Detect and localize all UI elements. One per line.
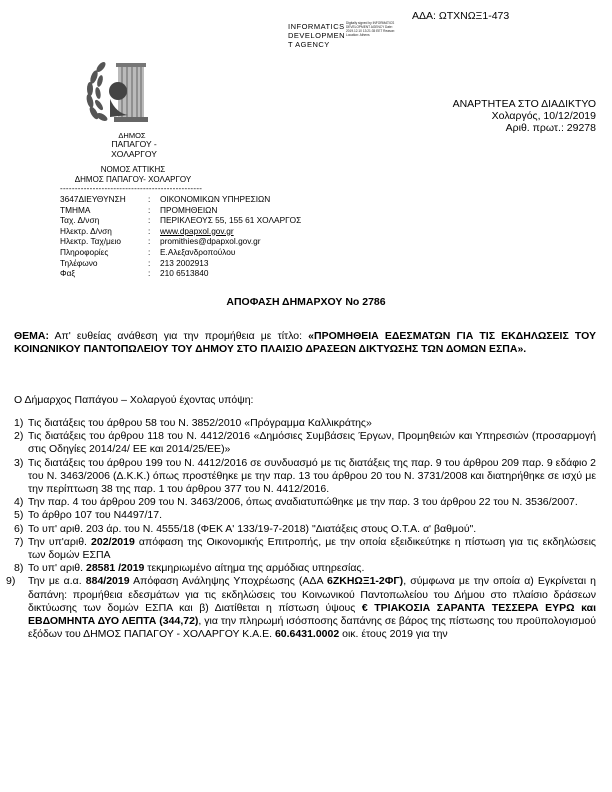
posting-info <box>400 98 596 134</box>
item-number: 8) <box>14 562 24 575</box>
considerations-list <box>6 417 596 641</box>
subject-paragraph <box>14 330 596 356</box>
contact-row: Πληροφορίες : Ε.Αλεξανδροπούλου <box>60 246 236 257</box>
item-number: 9) <box>6 575 16 588</box>
list-item <box>6 575 596 641</box>
item-number: 2) <box>14 430 24 443</box>
signature-line: DEVELOPMEN <box>288 31 346 40</box>
item-number: 1) <box>14 417 24 429</box>
logo-text-municipality: ΠΑΠΑΓΟΥ - ΧΟΛΑΡΓΟΥ <box>111 139 157 159</box>
divider: ------------------------------------------------ <box>60 184 203 193</box>
contact-label: Τηλέφωνο <box>60 257 98 268</box>
contact-row: ΤΜΗΜΑ : ΠΡΟΜΗΘΕΙΩΝ <box>60 204 218 215</box>
signature-line: INFORMATICS <box>288 22 345 31</box>
item-number: 7) <box>14 535 24 548</box>
contact-label: 3647ΔΙΕΥΘΥΝΣΗ <box>60 194 126 204</box>
item-number: 6) <box>14 522 24 535</box>
intro-line: Ο Δήμαρχος Παπάγου – Χολαργού έχοντας υπόψη: <box>14 394 254 406</box>
item-text: Το άρθρο 107 του Ν4497/17. <box>28 509 163 522</box>
contact-value: ΠΕΡΙΚΛΕΟΥΣ 55, 155 61 ΧΟΛΑΡΓΟΣ <box>160 215 302 226</box>
contact-table <box>60 194 301 279</box>
contact-label: Ηλεκτρ. Δ/νση <box>60 225 112 236</box>
item-text: Την με α.α. 884/2019 Απόφαση Ανάληψης Υποχρέωσης (ΑΔΑ 6ΖΚΗΩΞ1-2ΦΓ), σύμφωνα με την οποία α) Εγκρίνεται η δαπάνη: προμήθεια εδεσμάτων για τις εκδηλώσεις του Κοινωνικού Παντοπωλείου του Δήμου στο πλαίσιο δράσεων δικτύωσης των δομών ΕΣΠΑ και β) Διατίθεται η πίστωση ύψους € ΤΡΙΑΚΟΣΙΑ ΣΑΡΑΝΤΑ ΤΕΣΣΕΡΑ ΕΥΡΩ και ΕΒΔΟΜΗΝΤΑ ΔΥΟ ΛΕΠΤΑ (344,72), για την πληρωμή ισόσποσης δαπάνης σε βάρος της πίστωσης του προϋπολογισμού εξόδων του ΔΗΜΟΣ ΠΑΠΑΓΟΥ - ΧΟΛΑΡΓΟΥ Κ.Α.Ε. 60.6431.0002 οικ. έτους 2019 για την <box>28 575 596 641</box>
contact-value: Ε.Αλεξανδροπούλου <box>160 246 236 257</box>
list-item <box>14 496 596 509</box>
contact-label: Πληροφορίες <box>60 246 109 257</box>
contact-value: 213 2002913 <box>160 257 209 268</box>
email-link[interactable]: promithies@dpapxol.gov.gr <box>160 236 261 247</box>
signature-details: Digitally signed by INFORMATICS DEVELOPMENT AGENCY Date: 2019.12.10 13:21:35 EET Reason: Location: Athens <box>346 21 396 37</box>
item-text: Το υπ' αριθ. 203 άρ. του Ν. 4555/18 (ΦΕΚ Α' 133/19-7-2018) "Διατάξεις στους Ο.Τ.Α. α' βαθμού". <box>28 522 477 535</box>
item-text: Τις διατάξεις του άρθρου 199 του Ν. 4412/2016 σε συνδυασμό με τις διατάξεις της παρ. 9 του άρθρου 209 παρ. 9 εδάφιο 2 του Ν. 3463/2006 (Δ.Κ.Κ.) όπως προστέθηκε με την παρ. 13 του άρθρου 20 του Ν. 3731/2008 και διατηρήθηκε σε ισχύ με την περίπτωση 38 της παρ. 1 του άρθρου 377 του Ν. 4412/2016. <box>28 456 596 496</box>
contact-row: Φαξ : 210 6513840 <box>60 268 209 279</box>
list-item <box>14 562 596 575</box>
contact-value: ΠΡΟΜΗΘΕΙΩΝ <box>160 204 218 215</box>
list-item <box>14 523 596 536</box>
authority-block <box>58 165 208 185</box>
list-item <box>14 536 596 562</box>
contact-row: Ταχ. Δ/νση : ΠΕΡΙΚΛΕΟΥΣ 55, 155 61 ΧΟΛΑΡΓΟΣ <box>60 215 302 226</box>
contact-value: 210 6513840 <box>160 268 209 279</box>
contact-row: 3647ΔΙΕΥΘΥΝΣΗ : ΟΙΚΟΝΟΜΙΚΩΝ ΥΠΗΡΕΣΙΩΝ <box>60 194 271 204</box>
contact-label: Ταχ. Δ/νση <box>60 215 100 226</box>
contact-label: Ηλεκτρ. Ταχ/μειο <box>60 236 121 247</box>
item-text: Το υπ' αριθ. 28581 /2019 τεκμηριωμένο αίτημα της αρμόδιας υπηρεσίας. <box>28 562 365 575</box>
signature-issuer <box>288 22 345 49</box>
contact-value: ΟΙΚΟΝΟΜΙΚΩΝ ΥΠΗΡΕΣΙΩΝ <box>160 194 271 204</box>
prefecture: ΝΟΜΟΣ ΑΤΤΙΚΗΣ <box>100 165 166 174</box>
contact-row: Ηλεκτρ. Δ/νση : www.dpapxol.gov.gr <box>60 225 234 236</box>
subject-label: ΘΕΜΑ: <box>14 330 49 342</box>
subject-text: Απ' ευθείας ανάθεση για την προμήθεια με τίτλο: <box>49 330 309 342</box>
website-link[interactable]: www.dpapxol.gov.gr <box>160 225 234 236</box>
list-item <box>14 430 596 456</box>
item-number: 3) <box>14 456 24 469</box>
contact-label: Φαξ <box>60 268 76 279</box>
posting-notice: ΑΝΑΡΤΗΤΕΑ ΣΤΟ ΔΙΑΔΙΚΤΥΟ <box>452 98 596 110</box>
place-date: Χολαργός, 10/12/2019 <box>491 110 596 122</box>
item-text: Την παρ. 4 του άρθρου 209 του Ν. 3463/2006, όπως αναδιατυπώθηκε με την παρ. 3 του άρθρου 22 του Ν. 3536/2007. <box>28 496 578 509</box>
list-item <box>14 457 596 497</box>
municipality: ΔΗΜΟΣ ΠΑΠΑΓΟΥ- ΧΟΛΑΡΓΟΥ <box>74 175 192 184</box>
item-number: 4) <box>14 496 24 509</box>
signature-line: T AGENCY <box>288 40 330 49</box>
decision-title: ΑΠΟΦΑΣΗ ΔΗΜΑΡΧΟΥ Νο 2786 <box>226 296 386 308</box>
item-text: Την υπ'αριθ. 202/2019 απόφαση της Οικονομικής Επιτροπής, με την οποία εξειδικεύτηκε η πίστωση για τις εκδηλώσεις των δομών ΕΣΠΑ <box>28 535 596 562</box>
contact-label: ΤΜΗΜΑ <box>60 204 91 215</box>
municipality-logo-icon <box>80 55 180 135</box>
protocol-number: Αριθ. πρωτ.: 29278 <box>505 122 596 134</box>
item-text: Τις διατάξεις του άρθρου 118 του Ν. 4412/2016 «Δημόσιες Συμβάσεις Έργων, Προμηθειών και Υπηρεσιών (προσαρμογή στις Οδηγίες 2014/24/ ΕΕ και 2014/25/ΕΕ)» <box>28 430 596 456</box>
contact-row: Ηλεκτρ. Ταχ/μειο : promithies@dpapxol.gov.gr <box>60 236 261 247</box>
list-item <box>14 417 596 430</box>
logo-text-dimos: ΔΗΜΟΣ <box>118 131 146 140</box>
ada-code: ΑΔΑ: ΩΤΧΝΩΞ1-473 <box>412 10 510 22</box>
contact-row: Τηλέφωνο : 213 2002913 <box>60 257 209 268</box>
subject-title: «ΠΡΟΜΗΘΕΙΑ ΕΔΕΣΜΑΤΩΝ ΓΙΑ ΤΙΣ ΕΚΔΗΛΩΣΕΙΣ ΤΟΥ ΚΟΙΝΩΝΙΚΟΥ ΠΑΝΤΟΠΩΛΕΙΟΥ ΤΟΥ ΔΗΜΟΥ ΣΤΟ ΠΛΑΙΣΙΟ ΔΡΑΣΕΩΝ ΔΙΚΤΥΩΣΗΣ ΤΩΝ ΔΟΜΩΝ ΕΣΠΑ». <box>14 330 596 356</box>
item-text: Τις διατάξεις του άρθρου 58 του Ν. 3852/2010 «Πρόγραμμα Καλλικράτης» <box>28 417 372 429</box>
list-item <box>14 509 596 522</box>
item-number: 5) <box>14 509 24 522</box>
